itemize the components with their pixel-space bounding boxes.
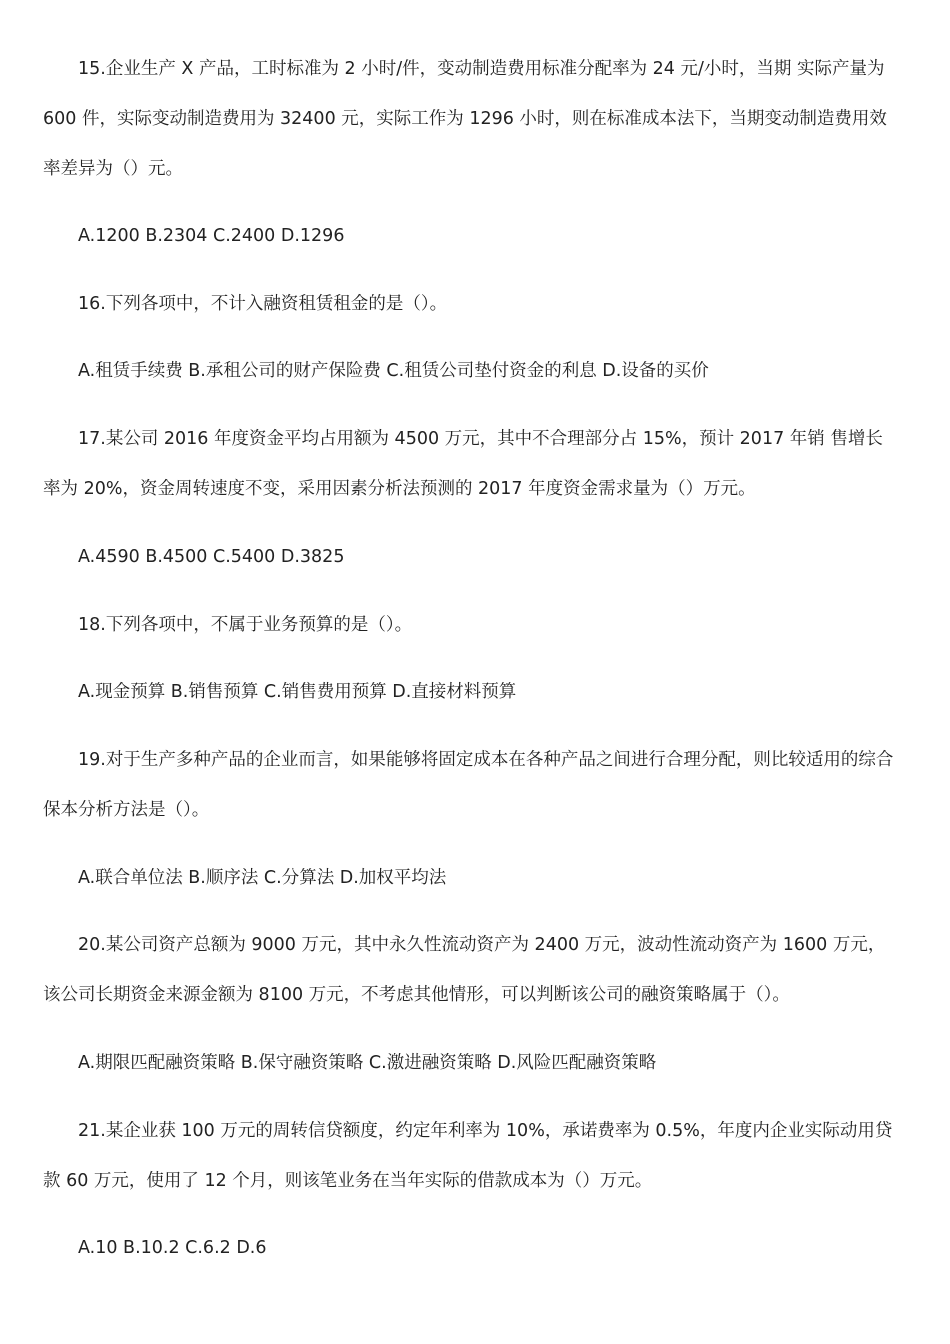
question-19-stem: 19.对于生产多种产品的企业而言，如果能够将固定成本在各种产品之间进行合理分配，则比较适用的综合保本分析方法是（）。 bbox=[43, 750, 894, 820]
question-17-options: A.4590 B.4500 C.5400 D.3825 bbox=[78, 547, 345, 567]
question-16-stem: 16.下列各项中，不计入融资租赁租金的是（）。 bbox=[78, 294, 448, 314]
question-19-options: A.联合单位法 B.顺序法 C.分算法 D.加权平均法 bbox=[78, 868, 447, 888]
question-20-stem: 20.某公司资产总额为 9000 万元，其中永久性流动资产为 2400 万元，波动性流动资产为 1600 万元，该公司长期资金来源金额为 8100 万元，不考虑其他情形，可以判断该公司的融资策略属于（）。 bbox=[43, 935, 886, 1005]
question-15-stem: 15.企业生产 X 产品，工时标准为 2 小时/件，变动制造费用标准分配率为 24 元/小时，当期 实际产量为 600 件，实际变动制造费用为 32400 元，实际工作为 1296 小时，则在标准成本法下，当期变动制造费用效率差异为（）元。 bbox=[43, 59, 887, 179]
question-18-options: A.现金预算 B.销售预算 C.销售费用预算 D.直接材料预算 bbox=[78, 682, 517, 702]
question-21-options: A.10 B.10.2 C.6.2 D.6 bbox=[78, 1238, 267, 1258]
question-21-stem: 21.某企业获 100 万元的周转信贷额度，约定年利率为 10%，承诺费率为 0.5%，年度内企业实际动用贷款 60 万元，使用了 12 个月，则该笔业务在当年实际的借款成本为（）万元。 bbox=[43, 1121, 893, 1191]
question-17-stem: 17.某公司 2016 年度资金平均占用额为 4500 万元，其中不合理部分占 15%，预计 2017 年销 售增长率为 20%，资金周转速度不变，采用因素分析法预测的 2017 年度资金需求量为（）万元。 bbox=[43, 429, 883, 499]
question-18-stem: 18.下列各项中，不属于业务预算的是（）。 bbox=[78, 615, 413, 635]
question-16-options: A.租赁手续费 B.承租公司的财产保险费 C.租赁公司垫付资金的利息 D.设备的买价 bbox=[78, 361, 709, 381]
question-20-options: A.期限匹配融资策略 B.保守融资策略 C.激进融资策略 D.风险匹配融资策略 bbox=[78, 1053, 657, 1073]
question-15-options: A.1200 B.2304 C.2400 D.1296 bbox=[78, 226, 345, 246]
